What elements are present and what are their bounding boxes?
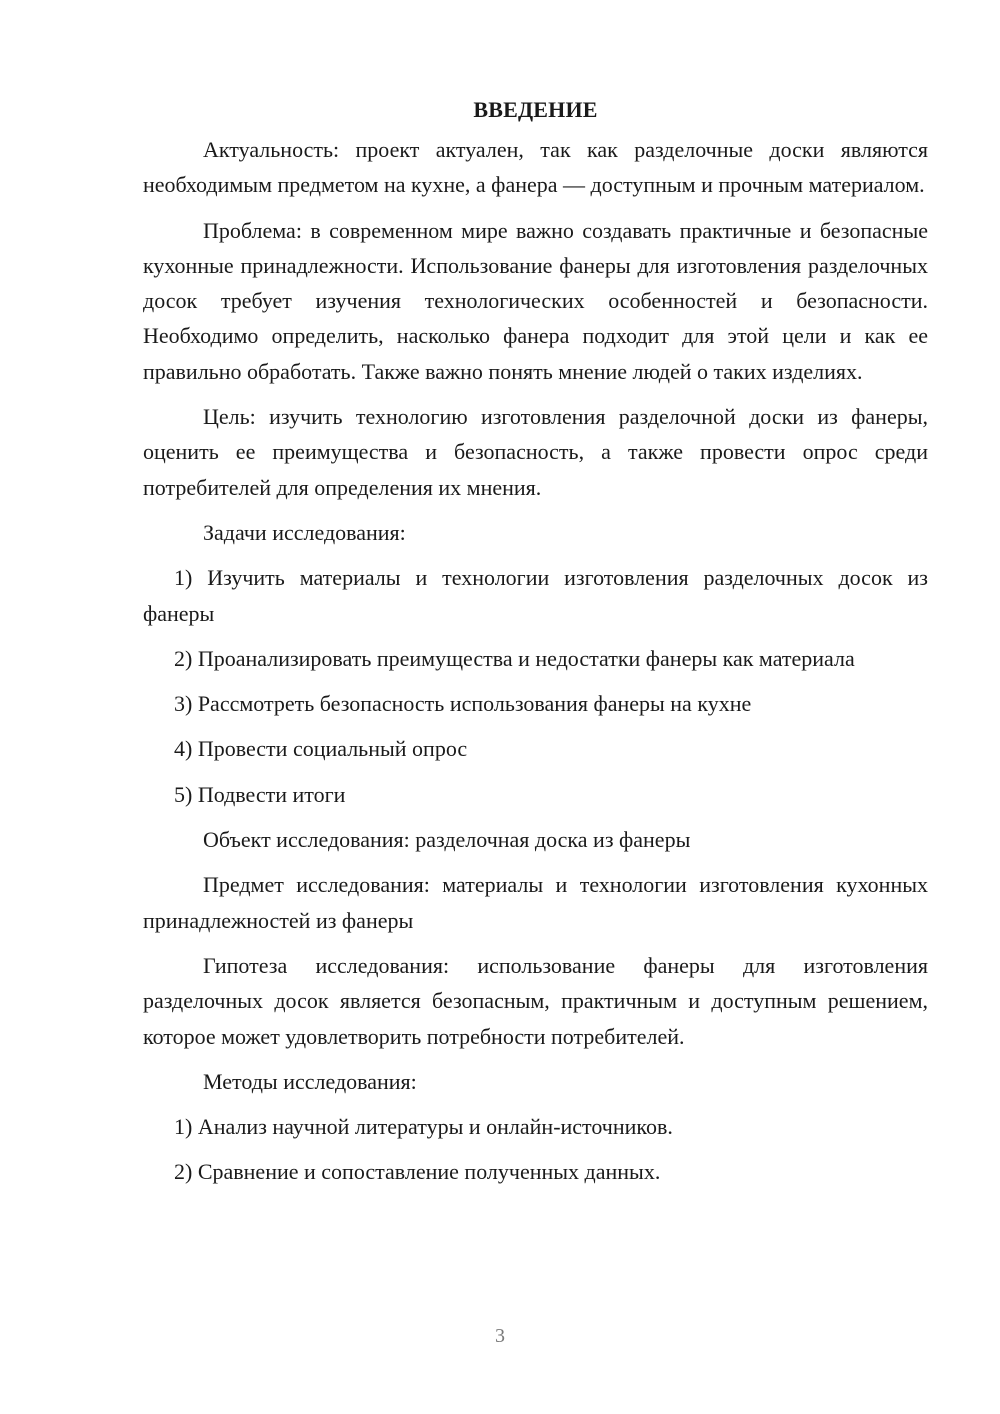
list-item: 2) Проанализировать преимущества и недостатки фанеры как материала xyxy=(174,645,855,671)
section-title: ВВЕДЕНИЕ xyxy=(473,97,598,122)
paragraph-object: Объект исследования: разделочная доска из фанеры xyxy=(203,827,691,853)
paragraph-goal: Цель: изучить технологию изготовления разделочной доски из фанеры, оценить ее преимущества и безопасность, а также провести опрос среди потребителей для определения их мнения. xyxy=(143,404,928,500)
paragraph-methods-heading: Методы исследования: xyxy=(203,1068,417,1094)
paragraph-problem: Проблема: в современном мире важно создавать практичные и безопасные кухонные принадлежности. Использование фанеры для изготовления разделочных досок требует изучения технологических особенностей и безопасности. Необходимо определить, насколько фанера подходит для этой цели и как ее правильно обработать. Также важно понять мнение людей о таких изделиях. xyxy=(143,217,928,384)
paragraph-relevance: Актуальность: проект актуален, так как разделочные доски являются необходимым предметом на кухне, а фанера — доступным и прочным материалом. xyxy=(143,137,928,198)
document-page xyxy=(143,92,928,1190)
list-item: 1) Анализ научной литературы и онлайн-источников. xyxy=(174,1114,673,1140)
list-item: 1) Изучить материалы и технологии изготовления разделочных досок из фанеры xyxy=(143,565,928,626)
list-item: 2) Сравнение и сопоставление полученных данных. xyxy=(174,1159,661,1185)
list-item: 3) Рассмотреть безопасность использования фанеры на кухне xyxy=(174,691,752,717)
paragraph-hypothesis: Гипотеза исследования: использование фанеры для изготовления разделочных досок является безопасным, практичным и доступным решением, которое может удовлетворить потребности потребителей. xyxy=(143,952,928,1049)
paragraph-tasks-heading: Задачи исследования: xyxy=(203,519,406,545)
page-number: 3 xyxy=(495,1325,505,1347)
list-item: 5) Подвести итоги xyxy=(174,781,346,807)
paragraph-subject: Предмет исследования: материалы и технологии изготовления кухонных принадлежностей из фанеры xyxy=(143,872,928,933)
list-item: 4) Провести социальный опрос xyxy=(174,736,468,762)
